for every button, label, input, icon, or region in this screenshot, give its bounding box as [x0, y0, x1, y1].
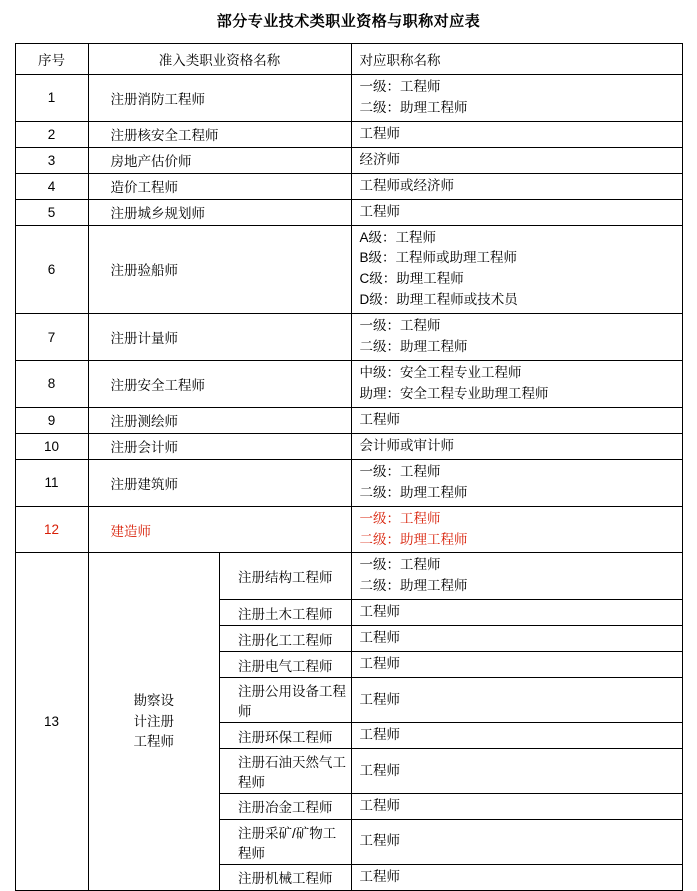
title-line: 工程师 [359, 630, 400, 646]
title-line: 工程师 [359, 868, 400, 884]
row-no: 5 [15, 199, 88, 225]
row-no: 2 [15, 121, 88, 147]
title-line: 二级：助理工程师 [359, 99, 468, 115]
title-line: 工程师 [359, 797, 400, 813]
row-title-cell [351, 121, 682, 147]
row-qualification-name: 房地产估价师 [88, 147, 351, 173]
row-no: 9 [15, 407, 88, 433]
row-title-cell [351, 723, 682, 749]
row-title-cell [351, 819, 682, 864]
sub-qualification-name: 注册采矿/矿物工程师 [220, 819, 352, 864]
row-qualification-name: 注册会计师 [88, 433, 351, 459]
title-line: 工程师 [359, 691, 400, 707]
page-title: 部分专业技术类职业资格与职称对应表 [216, 13, 481, 30]
table-row [15, 75, 682, 122]
title-line: 一级：工程师 [359, 79, 441, 94]
row-title-cell [351, 199, 682, 225]
qualification-title-table [15, 43, 683, 891]
row-title-cell [351, 361, 682, 408]
table-row [15, 225, 682, 314]
row-title-cell [351, 75, 682, 122]
sub-qualification-name: 注册化工工程师 [220, 626, 352, 652]
column-header-no: 序号 [15, 44, 88, 75]
row-title-cell [351, 652, 682, 678]
title-line: 工程师 [359, 604, 400, 620]
table-row [15, 459, 682, 506]
row-title-cell [351, 793, 682, 819]
sub-qualification-name: 注册电气工程师 [220, 652, 352, 678]
row-qualification-name: 注册建筑师 [88, 459, 351, 506]
table-row [15, 553, 682, 600]
group-label-line: 勘察设 [133, 693, 174, 709]
table-header [15, 44, 682, 75]
row-title-cell [351, 678, 682, 723]
title-line: 一级：工程师 [359, 463, 441, 479]
row-qualification-name: 注册测绘师 [88, 407, 351, 433]
title-line: B级：工程师或助理工程师 [359, 250, 518, 266]
title-line: 二级：助理工程师 [359, 531, 468, 547]
title-line: 会计师或审计师 [359, 437, 454, 453]
group-row-no: 13 [15, 553, 88, 890]
row-no: 10 [15, 433, 88, 459]
title-line: 二级：助理工程师 [359, 339, 468, 355]
group-label-line: 计注册 [133, 713, 174, 729]
row-no: 8 [15, 361, 88, 408]
row-qualification-name: 造价工程师 [88, 173, 351, 199]
row-title-cell [351, 433, 682, 459]
title-line: 二级：助理工程师 [359, 484, 468, 500]
title-line: 工程师或经济师 [359, 177, 454, 193]
title-line: 工程师 [359, 762, 400, 778]
title-line: C级：助理工程师 [359, 271, 464, 287]
table-row-highlighted [15, 506, 682, 553]
row-qualification-name: 注册计量师 [88, 314, 351, 361]
title-line: 中级：安全工程专业工程师 [359, 365, 522, 381]
title-line: 工程师 [359, 203, 400, 219]
sub-qualification-name: 注册结构工程师 [220, 553, 352, 600]
table-row [15, 407, 682, 433]
title-line: 二级：助理工程师 [359, 578, 468, 594]
table-row [15, 314, 682, 361]
row-no: 6 [15, 225, 88, 314]
row-no: 12 [15, 506, 88, 553]
title-line: D级：助理工程师或技术员 [359, 292, 518, 308]
row-no: 7 [15, 314, 88, 361]
row-qualification-name: 注册消防工程师 [88, 75, 351, 122]
row-no: 4 [15, 173, 88, 199]
row-title-cell [351, 314, 682, 361]
row-title-cell [351, 864, 682, 890]
table-row [15, 147, 682, 173]
sub-qualification-name: 注册环保工程师 [220, 723, 352, 749]
title-line: 一级：工程师 [359, 557, 441, 573]
column-header-title-name: 对应职称名称 [351, 44, 682, 75]
table-row [15, 199, 682, 225]
title-line: 工程师 [359, 656, 400, 672]
row-title-cell [351, 748, 682, 793]
row-no: 11 [15, 459, 88, 506]
row-title-cell [351, 459, 682, 506]
sub-qualification-name: 注册土木工程师 [220, 600, 352, 626]
row-title-cell [351, 626, 682, 652]
row-qualification-name: 注册验船师 [88, 225, 351, 314]
title-line: 一级：工程师 [359, 318, 441, 334]
column-header-qualification-name: 准入类职业资格名称 [88, 44, 351, 75]
row-qualification-name: 注册城乡规划师 [88, 199, 351, 225]
title-line: 工程师 [359, 125, 400, 141]
row-title-cell [351, 506, 682, 553]
title-line: 一级：工程师 [359, 510, 441, 526]
row-qualification-name: 注册核安全工程师 [88, 121, 351, 147]
row-qualification-name: 建造师 [88, 506, 351, 553]
table-row [15, 173, 682, 199]
title-line: 工程师 [359, 833, 400, 849]
row-title-cell [351, 600, 682, 626]
row-title-cell [351, 147, 682, 173]
table-header-row [15, 44, 682, 75]
title-line: 工程师 [359, 727, 400, 743]
sub-qualification-name: 注册机械工程师 [220, 864, 352, 890]
sub-qualification-name: 注册冶金工程师 [220, 793, 352, 819]
title-line: 工程师 [359, 411, 400, 427]
table-row [15, 361, 682, 408]
table-body [15, 75, 682, 891]
group-label-line: 工程师 [133, 733, 174, 749]
row-title-cell [351, 553, 682, 600]
row-title-cell [351, 407, 682, 433]
row-qualification-name: 注册安全工程师 [88, 361, 351, 408]
row-no: 3 [15, 147, 88, 173]
table-row [15, 121, 682, 147]
row-no: 1 [15, 75, 88, 122]
title-line: 助理：安全工程专业助理工程师 [359, 385, 549, 401]
group-label [88, 553, 220, 890]
sub-qualification-name: 注册公用设备工程师 [220, 678, 352, 723]
title-line: A级：工程师 [359, 229, 437, 245]
row-title-cell [351, 173, 682, 199]
table-row [15, 433, 682, 459]
sub-qualification-name: 注册石油天然气工程师 [220, 748, 352, 793]
row-title-cell [351, 225, 682, 314]
title-line: 经济师 [359, 151, 400, 167]
